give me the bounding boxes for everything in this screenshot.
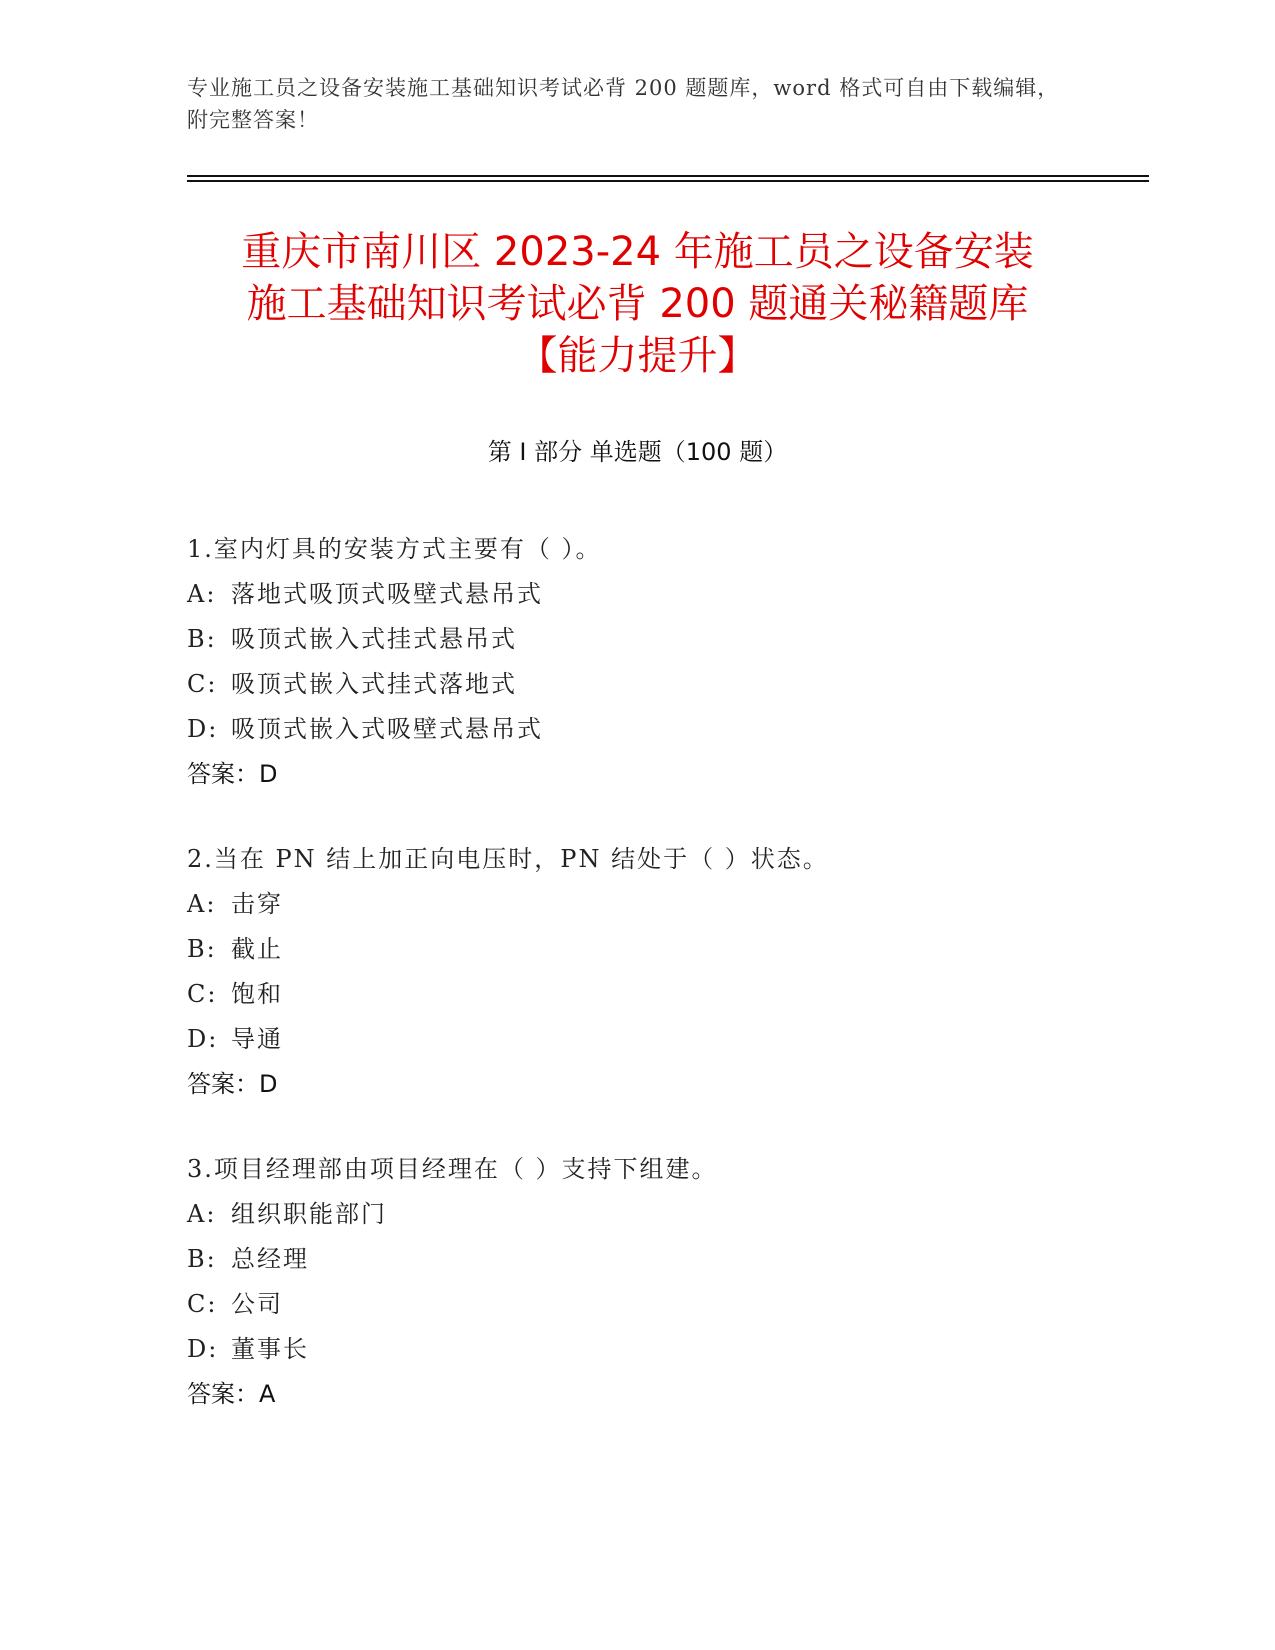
option-key: B: — [187, 625, 217, 653]
option-key: D: — [187, 1025, 219, 1053]
option-b — [187, 1237, 1147, 1282]
question-stem: 3.项目经理部由项目经理在（ ）支持下组建。 — [187, 1155, 718, 1183]
question-1 — [187, 527, 1147, 797]
option-text: 吸顶式嵌入式吸壁式悬吊式 — [231, 715, 543, 743]
option-text: 落地式吸顶式吸壁式悬吊式 — [231, 580, 543, 608]
option-c — [187, 1282, 1147, 1327]
header-divider-bottom — [187, 180, 1149, 182]
title-line-3: 【能力提升】 — [517, 333, 758, 379]
option-key: C: — [187, 1290, 218, 1318]
option-b — [187, 617, 1147, 662]
option-key: C: — [187, 670, 218, 698]
answer: 答案：D — [187, 760, 278, 788]
option-c — [187, 972, 1147, 1017]
option-a — [187, 572, 1147, 617]
option-key: C: — [187, 980, 218, 1008]
question-list — [187, 527, 1147, 1457]
question-stem: 1.室内灯具的安装方式主要有（ ）。 — [187, 535, 602, 563]
option-d — [187, 1327, 1147, 1372]
option-text: 吸顶式嵌入式挂式落地式 — [231, 670, 517, 698]
option-key: A: — [187, 580, 217, 608]
option-key: D: — [187, 1335, 219, 1363]
option-text: 组织职能部门 — [231, 1200, 387, 1228]
option-text: 击穿 — [231, 890, 283, 918]
option-d — [187, 707, 1147, 752]
option-key: B: — [187, 1245, 217, 1273]
option-a — [187, 882, 1147, 927]
question-stem: 2.当在 PN 结上加正向电压时，PN 结处于（ ）状态。 — [187, 845, 829, 873]
document-title — [160, 226, 1115, 382]
answer: 答案：A — [187, 1380, 276, 1408]
option-key: B: — [187, 935, 217, 963]
option-d — [187, 1017, 1147, 1062]
option-text: 吸顶式嵌入式挂式悬吊式 — [231, 625, 517, 653]
answer: 答案：D — [187, 1070, 278, 1098]
option-b — [187, 927, 1147, 972]
title-line-2: 施工基础知识考试必背 200 题通关秘籍题库 — [246, 281, 1029, 327]
option-text: 截止 — [231, 935, 283, 963]
title-line-1: 重庆市南川区 2023-24 年施工员之设备安装 — [241, 229, 1034, 275]
section-heading: 第 I 部分 单选题（100 题） — [487, 438, 788, 466]
header-note: 专业施工员之设备安装施工基础知识考试必背 200 题题库，word 格式可自由下载编辑，附完整答案！ — [187, 76, 1060, 132]
option-text: 董事长 — [231, 1335, 309, 1363]
option-key: D: — [187, 715, 219, 743]
question-3 — [187, 1147, 1147, 1417]
option-text: 饱和 — [231, 980, 283, 1008]
option-key: A: — [187, 1200, 217, 1228]
header-divider-top — [187, 175, 1149, 177]
option-key: A: — [187, 890, 217, 918]
option-c — [187, 662, 1147, 707]
option-a — [187, 1192, 1147, 1237]
option-text: 导通 — [231, 1025, 283, 1053]
question-2 — [187, 837, 1147, 1107]
option-text: 公司 — [231, 1290, 283, 1318]
option-text: 总经理 — [231, 1245, 309, 1273]
